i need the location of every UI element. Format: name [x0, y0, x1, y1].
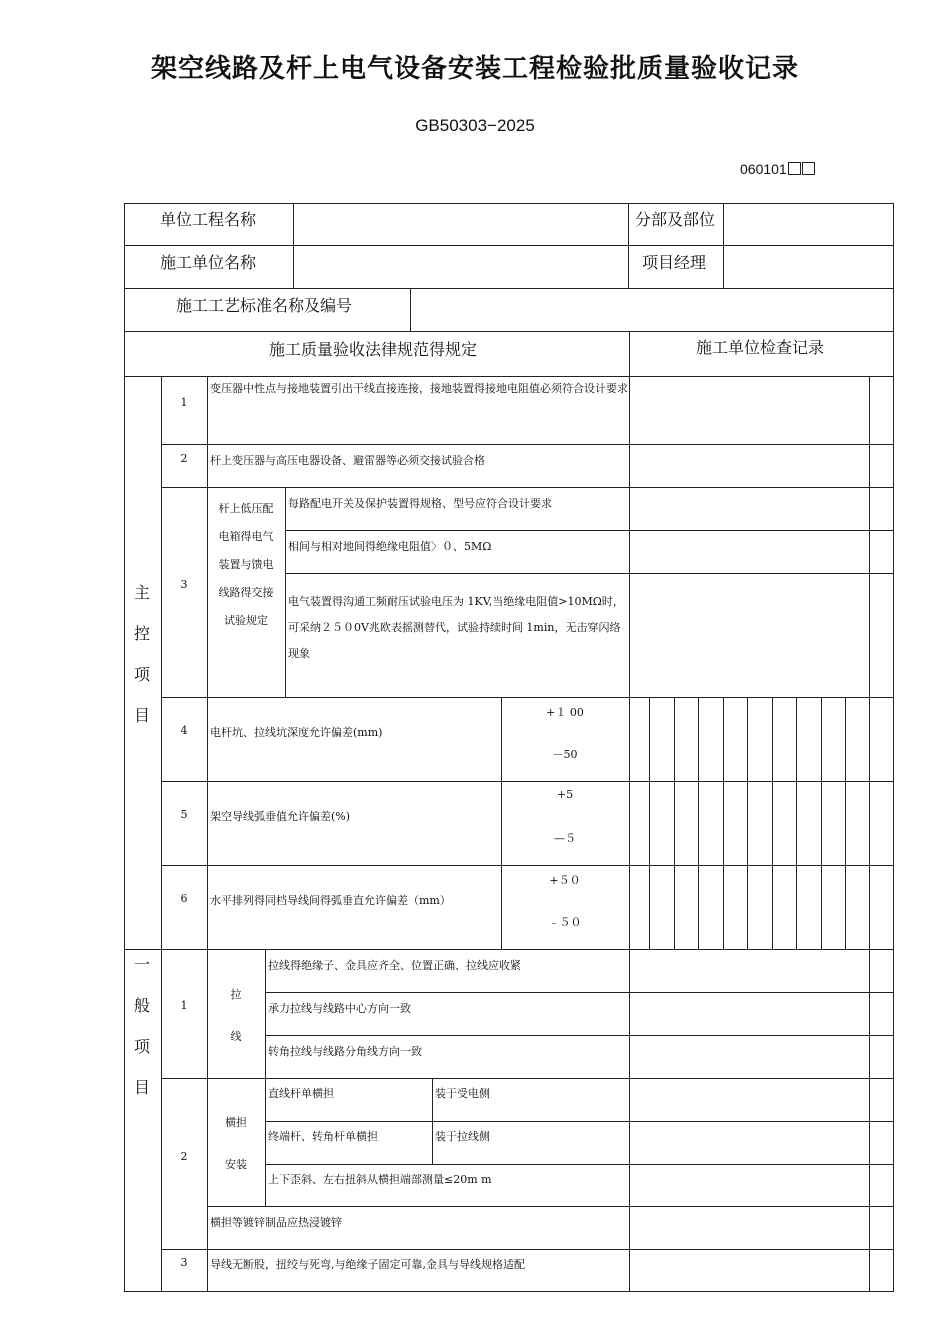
tolerance-lower: —５	[554, 832, 576, 845]
main-control-char: 目	[133, 706, 150, 725]
item-number: 1	[180, 999, 188, 1012]
tolerance-upper: +１ 00	[546, 706, 584, 719]
general2-row4: 横担等镀锌制品应热浸镀锌	[210, 1216, 342, 1229]
general1-title-line: 拉	[230, 988, 242, 1001]
tolerance-lower: －50	[552, 748, 578, 761]
form-number-text: 060101	[740, 161, 787, 177]
general-label	[124, 944, 160, 1108]
item-text: 杆上变压器与高压电器设备、避雷器等必须交接试验合格	[210, 454, 485, 467]
general2-title-line: 安装	[225, 1158, 247, 1171]
item-number: 2	[180, 1150, 188, 1163]
general2-title-line: 横担	[225, 1116, 247, 1129]
tolerance-upper: +５０	[549, 874, 581, 887]
item-number: 2	[180, 452, 188, 465]
item3-title-line: 电箱得电气	[218, 530, 274, 543]
item3-sub: 相间与相对地间得绝缘电阻值〉０、5MΩ	[288, 540, 492, 553]
contractor-label: 施工单位名称	[160, 253, 257, 272]
item3-sub: 每路配电开关及保护装置得规格、型号应符合设计要求	[288, 497, 552, 510]
general2-row1-left: 直线杆单横担	[268, 1087, 334, 1100]
general-char: 一	[133, 955, 150, 974]
general-char: 般	[133, 996, 150, 1015]
record-column-label: 施工单位检查记录	[696, 338, 825, 357]
item-number: 3	[180, 578, 188, 591]
tolerance-upper: +5	[556, 788, 574, 801]
general-char: 项	[133, 1037, 150, 1056]
item-text: 电杆坑、拉线坑深度允许偏差(mm)	[210, 726, 383, 739]
general-char: 目	[133, 1078, 150, 1097]
general1-sub: 拉线得绝缘子、金具应齐全、位置正确、拉线应收紧	[268, 959, 521, 972]
item-number: 3	[180, 1256, 188, 1269]
general1-title	[207, 974, 265, 1058]
main-control-char: 主	[133, 583, 150, 602]
item-number: 6	[180, 892, 188, 905]
general1-sub: 承力拉线与线路中心方向一致	[268, 1002, 411, 1015]
document-title: 架空线路及杆上电气设备安装工程检验批质量验收记录	[150, 54, 799, 84]
item3-title-line: 线路得交接	[218, 586, 274, 599]
tolerance-lower: ﹣５０	[548, 916, 582, 929]
item-number: 4	[180, 724, 188, 737]
main-control-char: 控	[133, 624, 150, 643]
main-control-char: 项	[133, 665, 150, 684]
item3-sub: 电气装置得沟通工频耐压试验电压为 1KV,当绝缘电阻值>10MΩ时，可采纳２５０0V兆欧表摇测替代，试验持续时间 1min，无击穿闪络现象	[288, 595, 624, 660]
main-control-label	[124, 572, 160, 736]
standard-code: GB50303−2025	[415, 116, 535, 135]
item-text: 架空导线弧垂值允许偏差(%)	[210, 810, 351, 823]
item-text: 水平排列得同档导线间得弧垂直允许偏差（mm）	[210, 894, 451, 907]
item3-title-line: 装置与馈电	[218, 558, 274, 571]
general1-sub: 转角拉线与线路分角线方向一致	[268, 1045, 422, 1058]
general1-title-line: 线	[230, 1030, 242, 1043]
general2-row1-right: 装于受电侧	[435, 1087, 490, 1100]
spec-column-label: 施工质量验收法律规范得规定	[269, 340, 478, 359]
general2-row2-left: 终端杆、转角杆单横担	[268, 1130, 378, 1143]
item-text: 导线无断股，扭绞与死弯,与绝缘子固定可靠,金具与导线规格适配	[210, 1258, 525, 1271]
project-manager-label: 项目经理	[642, 253, 707, 272]
process-standard-label: 施工工艺标准名称及编号	[176, 296, 353, 315]
item-number: 1	[180, 396, 188, 409]
item3-title	[207, 495, 285, 635]
unit-project-label: 单位工程名称	[160, 210, 257, 229]
item-number: 5	[180, 808, 188, 821]
item-text: 变压器中性点与接地装置引出干线直接连接，接地装置得接地电阻值必须符合设计要求	[210, 382, 628, 395]
general2-title	[207, 1102, 265, 1186]
general2-row3: 上下歪斜、左右扭斜从横担端部测量≤20m m	[268, 1173, 492, 1186]
item3-title-line: 杆上低压配	[218, 502, 274, 515]
sub-division-label: 分部及部位	[635, 210, 716, 229]
general2-row2-right: 装于拉线侧	[435, 1130, 490, 1143]
item3-title-line: 试验规定	[224, 614, 268, 627]
